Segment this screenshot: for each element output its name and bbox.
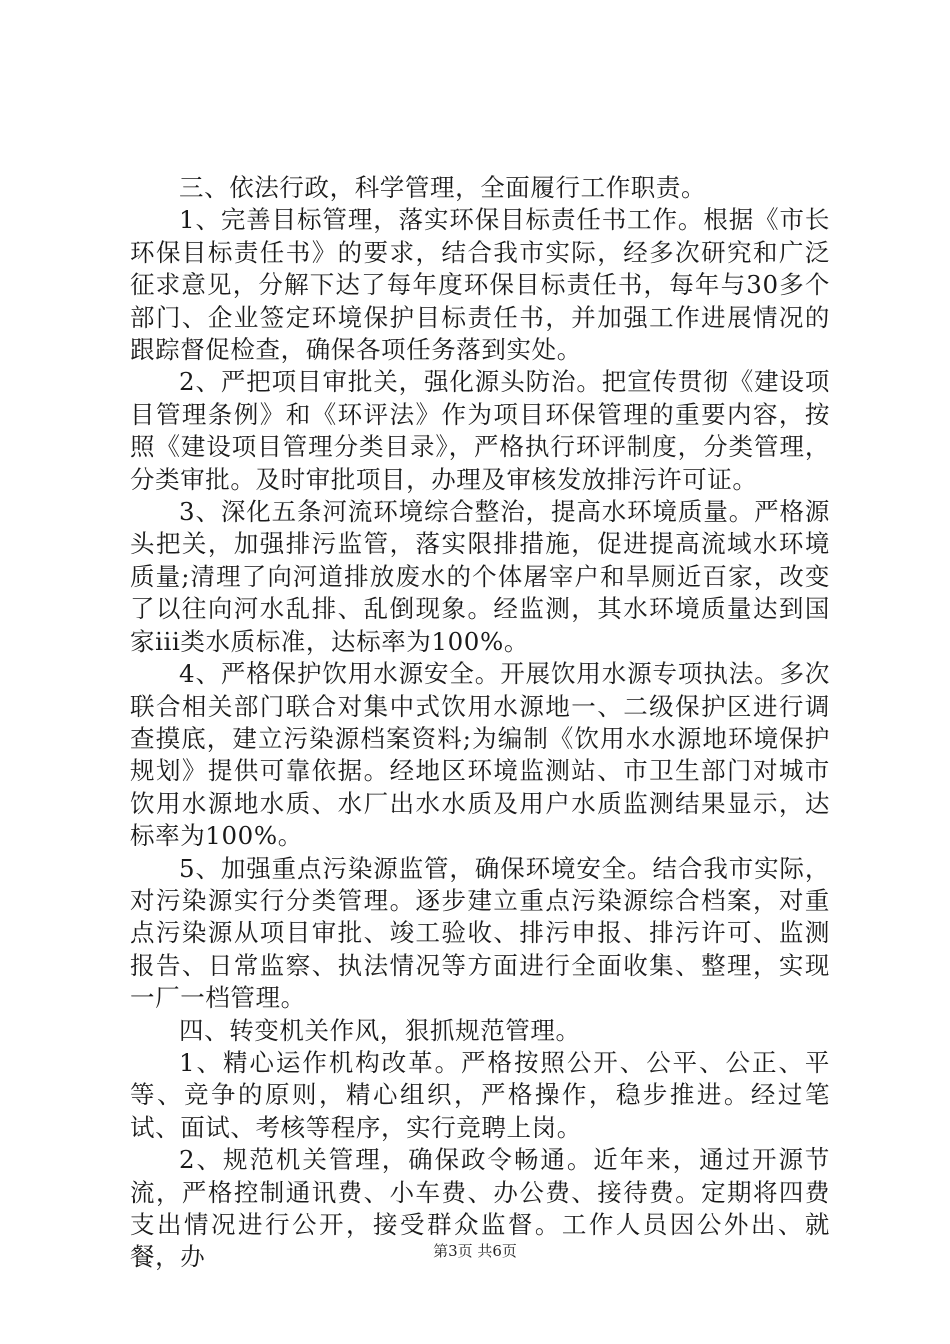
section-heading-4: 四、转变机关作风，狠抓规范管理。 [179,1015,581,1045]
paragraph-institutional-reform: 1、精心运作机构改革。严格按照公开、公平、公正、平等、竞争的原则，精心组织，严格操作，稳步推进。经过笔试、面试、考核等程序，实行竞聘上岗。 [130,1047,830,1142]
paragraph-pollution-sources: 5、加强重点污染源监管，确保环境安全。结合我市实际，对污染源实行分类管理。逐步建立重点污染源综合档案，对重点污染源从项目审批、竣工验收、排污申报、排污许可、监测报告、日常监察、执法情况等方面进行全面收集、整理，实现一厂一档管理。 [130,853,830,1013]
paragraph-target-management: 1、完善目标管理，落实环保目标责任书工作。根据《市长环保目标责任书》的要求，结合我市实际，经多次研究和广泛征求意见，分解下达了每年度环保目标责任书，每年与30多个部门、企业签定环境保护目标责任书，并加强工作进展情况的跟踪督促检查，确保各项任务落到实处。 [130,205,830,365]
paragraph-project-approval: 2、严把项目审批关，强化源头防治。把宣传贯彻《建设项目管理条例》和《环评法》作为项目环保管理的重要内容，按照《建设项目管理分类目录》，严格执行环评制度，分类管理，分类审批。及时审批项目，办理及审核发放排污许可证。 [130,367,830,494]
paragraph-office-management: 2、规范机关管理，确保政令畅通。近年来，通过开源节流，严格控制通讯费、小车费、办公费、接待费。定期将四费支出情况进行公开，接受群众监督。工作人员因公外出、就餐，办 [130,1145,830,1272]
page-footer: 第3页 共6页 [433,1242,517,1260]
section-heading-3: 三、依法行政，科学管理，全面履行工作职责。 [179,173,707,202]
document-body [130,172,830,1274]
paragraph-river-remediation: 3、深化五条河流环境综合整治，提高水环境质量。严格源头把关，加强排污监管，落实限排措施，促进提高流域水环境质量;清理了向河道排放废水的个体屠宰户和旱厕近百家，改变了以往向河水乱排、乱倒现象。经监测，其水环境质量达到国家iii类水质标准，达标率为100%。 [130,497,830,656]
paragraph-drinking-water: 4、严格保护饮用水源安全。开展饮用水源专项执法。多次联合相关部门联合对集中式饮用水源地一、二级保护区进行调查摸底，建立污染源档案资料;为编制《饮用水水源地环境保护规划》提供可靠依据。经地区环境监测站、市卫生部门对城市饮用水源地水质、水厂出水水质及用户水质监测结果显示，达标率为100%。 [130,659,830,851]
